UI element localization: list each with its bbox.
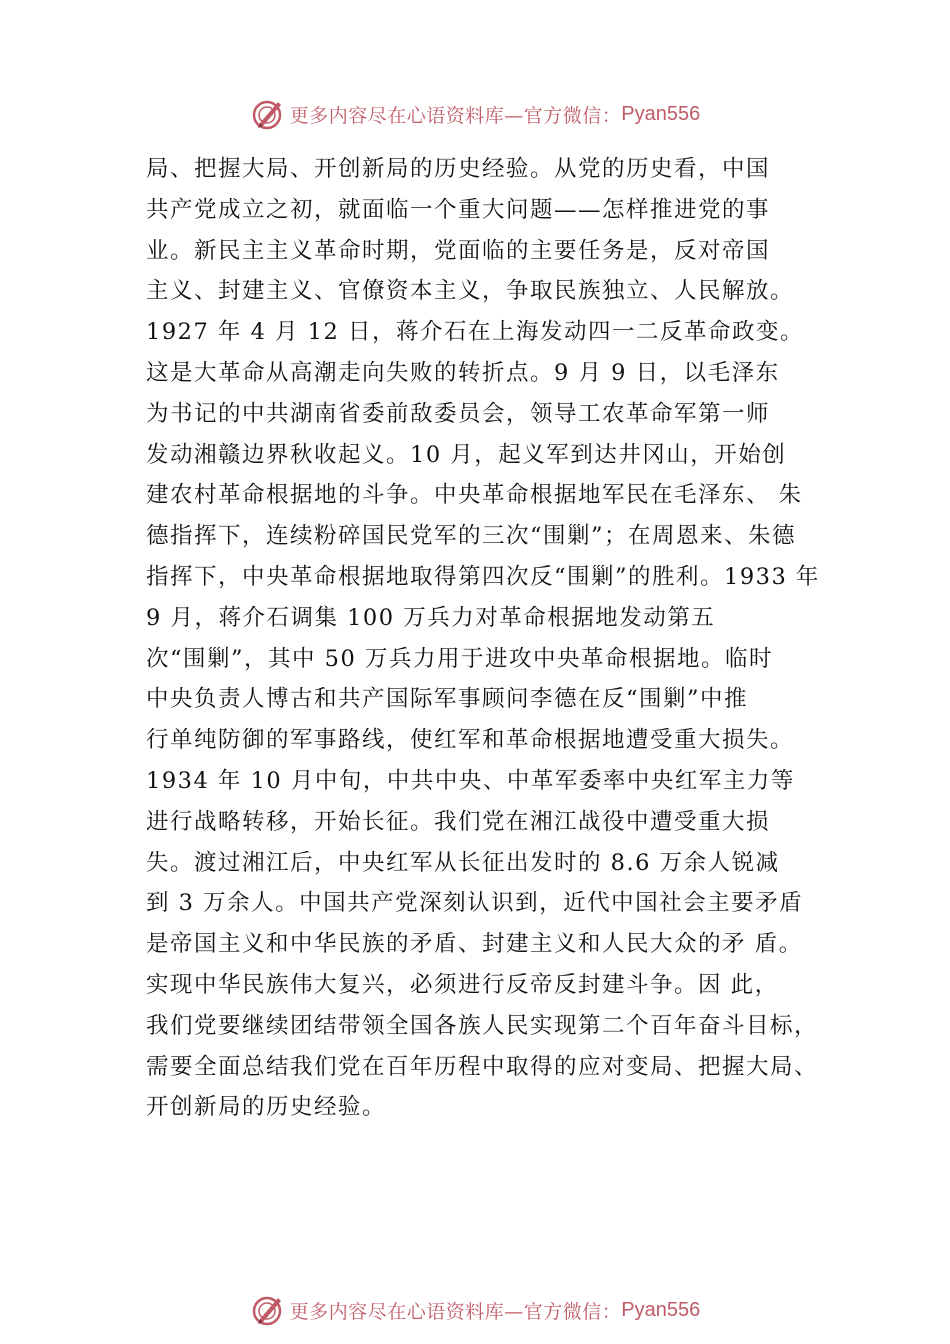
- footer-banner-text: 更多内容尽在心语资料库—官方微信：: [289, 1300, 622, 1323]
- text-line: 到 3 万余人。中国共产党深刻认识到，近代中国社会主要矛盾: [146, 890, 804, 917]
- text-line: 1934 年 10 月中旬，中共中央、中革军委率中央红军主力等: [146, 767, 795, 794]
- footer-banner: [0, 1290, 950, 1330]
- text-line: 为书记的中共湖南省委前敌委员会，领导工农革命军第一师: [146, 400, 771, 427]
- text-line: 业。新民主主义革命时期，党面临的主要任务是，反对帝国: [146, 237, 771, 264]
- text-line: 建农村革命根据地的斗争。中央革命根据地军民在毛泽东、 朱: [146, 482, 803, 509]
- text-line: 次“围剿”，其中 50 万兵力用于进攻中央革命根据地。临时: [146, 645, 773, 672]
- text-line: 发动湘赣边界秋收起义。10 月，起义军到达井冈山，开始创: [146, 441, 787, 468]
- text-line: 我们党要继续团结带领全国各族人民实现第二个百年奋斗目标，: [146, 1012, 819, 1039]
- text-line: 中央负责人博古和共产国际军事顾问李德在反“围剿”中推: [146, 686, 749, 713]
- text-line: 9 月，蒋介石调集 100 万兵力对革命根据地发动第五: [146, 604, 716, 631]
- text-line: 共产党成立之初，就面临一个重大问题——怎样推进党的事: [146, 196, 771, 223]
- text-line: 是帝国主义和中华民族的矛盾、封建主义和人民大众的矛 盾。: [146, 931, 803, 958]
- header-banner-text: 更多内容尽在心语资料库—官方微信：: [289, 104, 622, 127]
- text-line: 这是大革命从高潮走向失败的转折点。9 月 9 日，以毛泽东: [146, 359, 780, 386]
- text-line: 开创新局的历史经验。: [146, 1094, 387, 1121]
- text-line: 失。渡过湘江后，中央红军从长征出发时的 8.6 万余人锐减: [146, 849, 780, 876]
- footer-wechat-id: Pyan556: [621, 1298, 701, 1321]
- pen-logo-icon: [250, 96, 286, 132]
- text-line: 行单纯防御的军事路线，使红军和革命根据地遭受重大损失。: [146, 727, 795, 754]
- text-line: 实现中华民族伟大复兴，必须进行反帝反封建斗争。因 此，: [146, 971, 779, 998]
- text-line: 德指挥下，连续粉碎国民党军的三次“围剿”；在周恩来、朱德: [146, 523, 797, 550]
- text-line: 主义、封建主义、官僚资本主义，争取民族独立、人民解放。: [146, 278, 795, 305]
- document-body: [146, 149, 846, 1128]
- text-line: 1927 年 4 月 12 日，蒋介石在上海发动四一二反革命政变。: [146, 319, 804, 346]
- text-line: 进行战略转移，开始长征。我们党在湘江战役中遭受重大损: [146, 808, 771, 835]
- text-line: 需要全面总结我们党在百年历程中取得的应对变局、把握大局、: [146, 1053, 819, 1080]
- header-wechat-id: Pyan556: [621, 102, 701, 125]
- header-banner: [0, 94, 950, 134]
- pen-logo-icon: [250, 1292, 286, 1328]
- text-line: 局、把握大局、开创新局的历史经验。从党的历史看，中国: [146, 156, 771, 182]
- text-line: 指挥下，中央革命根据地取得第四次反“围剿”的胜利。1933 年: [146, 563, 820, 590]
